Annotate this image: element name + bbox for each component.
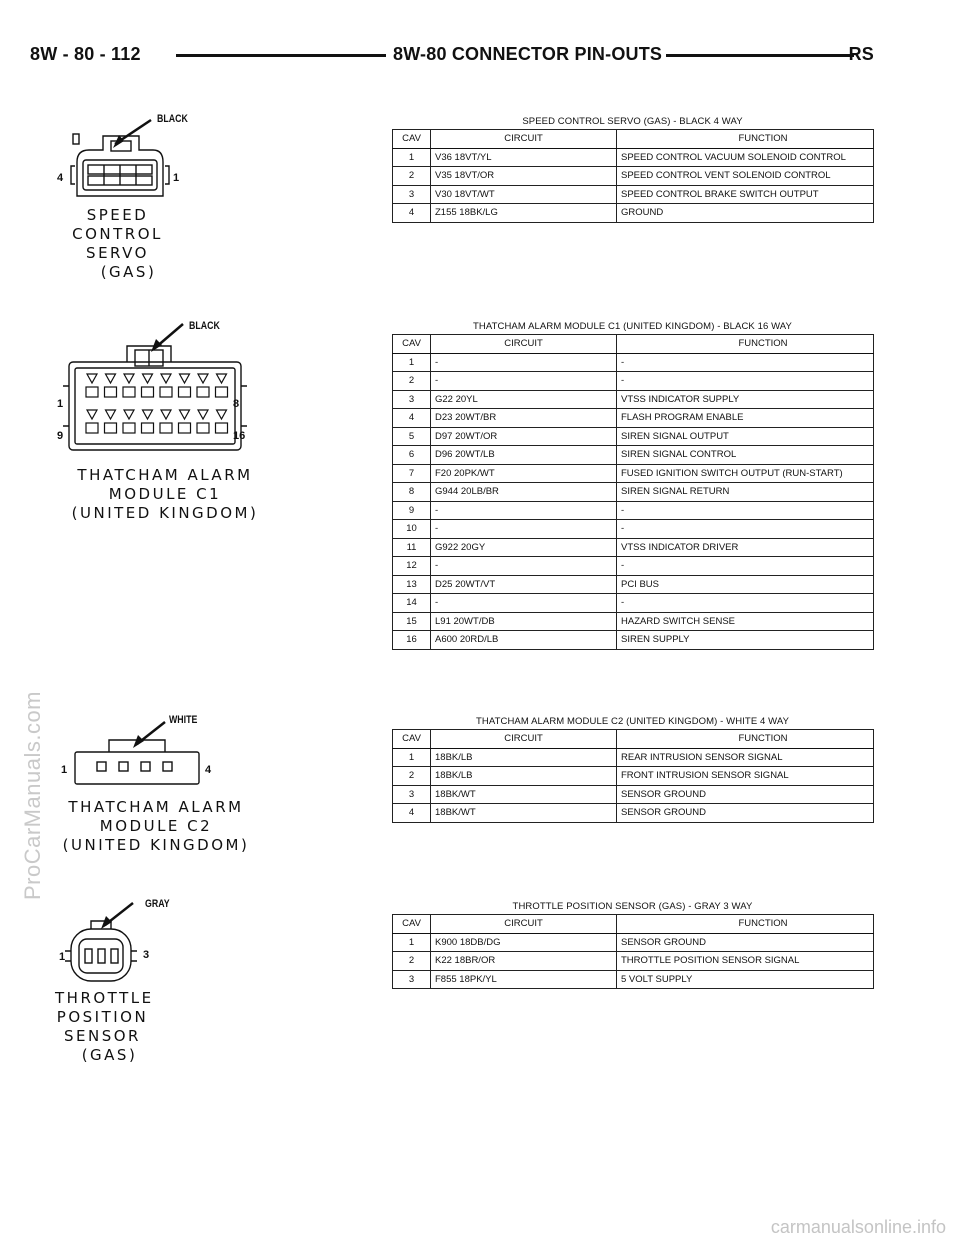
pin-cavity-icon	[197, 423, 209, 433]
table-row: 15 L91 20WT/DB HAZARD SWITCH SENSE	[393, 612, 874, 631]
thatcham-c2-pinout	[392, 715, 873, 823]
pinout-table	[392, 334, 874, 650]
table-row: 4 18BK/WT SENSOR GROUND	[393, 804, 874, 823]
pin-latch-icon	[143, 374, 153, 383]
table-row: 9 - -	[393, 501, 874, 520]
pin-label-last: 3	[143, 949, 150, 961]
table-row: 16 A600 20RD/LB SIREN SUPPLY	[393, 631, 874, 650]
table-row: 14 - -	[393, 594, 874, 613]
table-row: 2 18BK/LB FRONT INTRUSION SENSOR SIGNAL	[393, 767, 874, 786]
page-header	[30, 44, 874, 70]
pinout-table	[392, 914, 874, 989]
pin-latch-icon	[106, 410, 116, 419]
table-row: 1 K900 18DB/DG SENSOR GROUND	[393, 933, 874, 952]
table-row: 2 V35 18VT/OR SPEED CONTROL VENT SOLENOID CONTROL	[393, 167, 874, 186]
speed-control-servo-pinout	[392, 115, 873, 223]
table-row: 4 D23 20WT/BR FLASH PROGRAM ENABLE	[393, 409, 874, 428]
pin-latch-icon	[217, 374, 227, 383]
pin-cavity-icon	[105, 387, 117, 397]
pin-label-first: 1	[59, 951, 66, 963]
pin-label-first: 1	[61, 764, 68, 776]
pin-latch-icon	[161, 410, 171, 419]
header-rule-left	[176, 54, 386, 57]
table-row: 11 G922 20GY VTSS INDICATOR DRIVER	[393, 538, 874, 557]
pinout-table	[392, 729, 874, 823]
pin-cavity-icon	[123, 423, 135, 433]
table-header-row: CAV CIRCUIT FUNCTION	[393, 915, 874, 934]
pin-label-8: 8	[233, 398, 240, 410]
connector-4way-white-icon	[55, 708, 270, 788]
table-row: 6 D96 20WT/LB SIREN SIGNAL CONTROL	[393, 446, 874, 465]
table-header-row: CAV CIRCUIT FUNCTION	[393, 335, 874, 354]
pin-latch-icon	[180, 374, 190, 383]
connector-name: THROTTLE POSITION SENSOR (GAS)	[55, 989, 154, 1064]
connector-4way-black-icon	[55, 110, 255, 200]
pin-cavity-icon	[123, 387, 135, 397]
table-row: 4 Z155 18BK/LG GROUND	[393, 204, 874, 223]
table-row: 2 - -	[393, 372, 874, 391]
throttle-position-sensor-pinout	[392, 900, 873, 989]
table-caption: THATCHAM ALARM MODULE C1 (UNITED KINGDOM) - BLACK 16 WAY	[473, 321, 792, 332]
connector-color-label: BLACK	[189, 320, 220, 332]
pin-latch-icon	[106, 374, 116, 383]
table-row: 3 G22 20YL VTSS INDICATOR SUPPLY	[393, 390, 874, 409]
pin-latch-icon	[217, 410, 227, 419]
pin-latch-icon	[87, 374, 97, 383]
thatcham-c1-pinout	[392, 320, 873, 650]
connector-name: SPEED CONTROL SERVO (GAS)	[72, 206, 163, 281]
model-code: RS	[848, 44, 874, 64]
pin-cavity-icon	[86, 423, 98, 433]
table-row: 8 G944 20LB/BR SIREN SIGNAL RETURN	[393, 483, 874, 502]
connector-color-label: BLACK	[157, 113, 188, 125]
pin-cavity-icon	[179, 387, 191, 397]
pin-latch-icon	[87, 410, 97, 419]
connector-color-label: GRAY	[145, 898, 170, 910]
table-row: 7 F20 20PK/WT FUSED IGNITION SWITCH OUTPUT (RUN-START)	[393, 464, 874, 483]
table-row: 5 D97 20WT/OR SIREN SIGNAL OUTPUT	[393, 427, 874, 446]
connector-name: THATCHAM ALARM MODULE C2 (UNITED KINGDOM)	[62, 798, 250, 854]
header-rule-right	[666, 54, 854, 57]
pin-cavity-icon	[105, 423, 117, 433]
table-caption: SPEED CONTROL SERVO (GAS) - BLACK 4 WAY	[522, 116, 743, 127]
table-row: 2 K22 18BR/OR THROTTLE POSITION SENSOR SIGNAL	[393, 952, 874, 971]
table-caption: THATCHAM ALARM MODULE C2 (UNITED KINGDOM) - WHITE 4 WAY	[475, 716, 790, 727]
speed-control-servo-drawing	[55, 110, 255, 290]
bottom-watermark: carmanualsonline.info	[770, 1217, 946, 1237]
pin-label-1: 1	[57, 398, 64, 410]
table-row: 10 - -	[393, 520, 874, 539]
table-row: 13 D25 20WT/VT PCI BUS	[393, 575, 874, 594]
pin-cavity-icon	[160, 387, 172, 397]
pin-cavity-icon	[216, 387, 228, 397]
pin-latch-icon	[198, 410, 208, 419]
table-header-row: CAV CIRCUIT FUNCTION	[393, 130, 874, 149]
connector-name: THATCHAM ALARM MODULE C1 (UNITED KINGDOM)	[71, 466, 259, 522]
pin-latch-icon	[143, 410, 153, 419]
throttle-position-sensor-drawing	[55, 895, 255, 1065]
table-row: 3 V30 18VT/WT SPEED CONTROL BRAKE SWITCH OUTPUT	[393, 185, 874, 204]
pin-label-16: 16	[233, 430, 246, 442]
thatcham-c2-drawing	[55, 708, 270, 858]
pin-latch-icon	[124, 410, 134, 419]
table-caption: THROTTLE POSITION SENSOR (GAS) - GRAY 3 WAY	[512, 901, 753, 912]
table-row: 3 F855 18PK/YL 5 VOLT SUPPLY	[393, 970, 874, 989]
pin-latch-icon	[198, 374, 208, 383]
connector-color-label: WHITE	[169, 714, 198, 726]
table-row: 1 V36 18VT/YL SPEED CONTROL VACUUM SOLENOID CONTROL	[393, 148, 874, 167]
pin-label-9: 9	[57, 430, 64, 442]
pin-cavity-icon	[179, 423, 191, 433]
thatcham-c1-drawing	[55, 316, 270, 526]
table-row: 3 18BK/WT SENSOR GROUND	[393, 785, 874, 804]
table-row: 12 - -	[393, 557, 874, 576]
table-row: 1 - -	[393, 353, 874, 372]
pin-cavity-icon	[86, 387, 98, 397]
pin-cavity-icon	[142, 423, 154, 433]
pin-cavity-icon	[142, 387, 154, 397]
pin-cavity-icon	[197, 387, 209, 397]
pin-latch-icon	[124, 374, 134, 383]
pinout-table	[392, 129, 874, 223]
side-watermark: ProCarManuals.com	[20, 690, 45, 900]
page-number: 8W - 80 - 112	[30, 44, 141, 64]
pin-label-last: 1	[173, 172, 180, 184]
pin-cavity-icon	[216, 423, 228, 433]
pin-label-first: 4	[57, 172, 64, 184]
table-row: 1 18BK/LB REAR INTRUSION SENSOR SIGNAL	[393, 748, 874, 767]
pin-latch-icon	[161, 374, 171, 383]
section-title: 8W-80 CONNECTOR PIN-OUTS	[393, 44, 663, 64]
pin-cavity-icon	[160, 423, 172, 433]
table-header-row: CAV CIRCUIT FUNCTION	[393, 730, 874, 749]
pin-latch-icon	[180, 410, 190, 419]
pin-label-last: 4	[205, 764, 212, 776]
